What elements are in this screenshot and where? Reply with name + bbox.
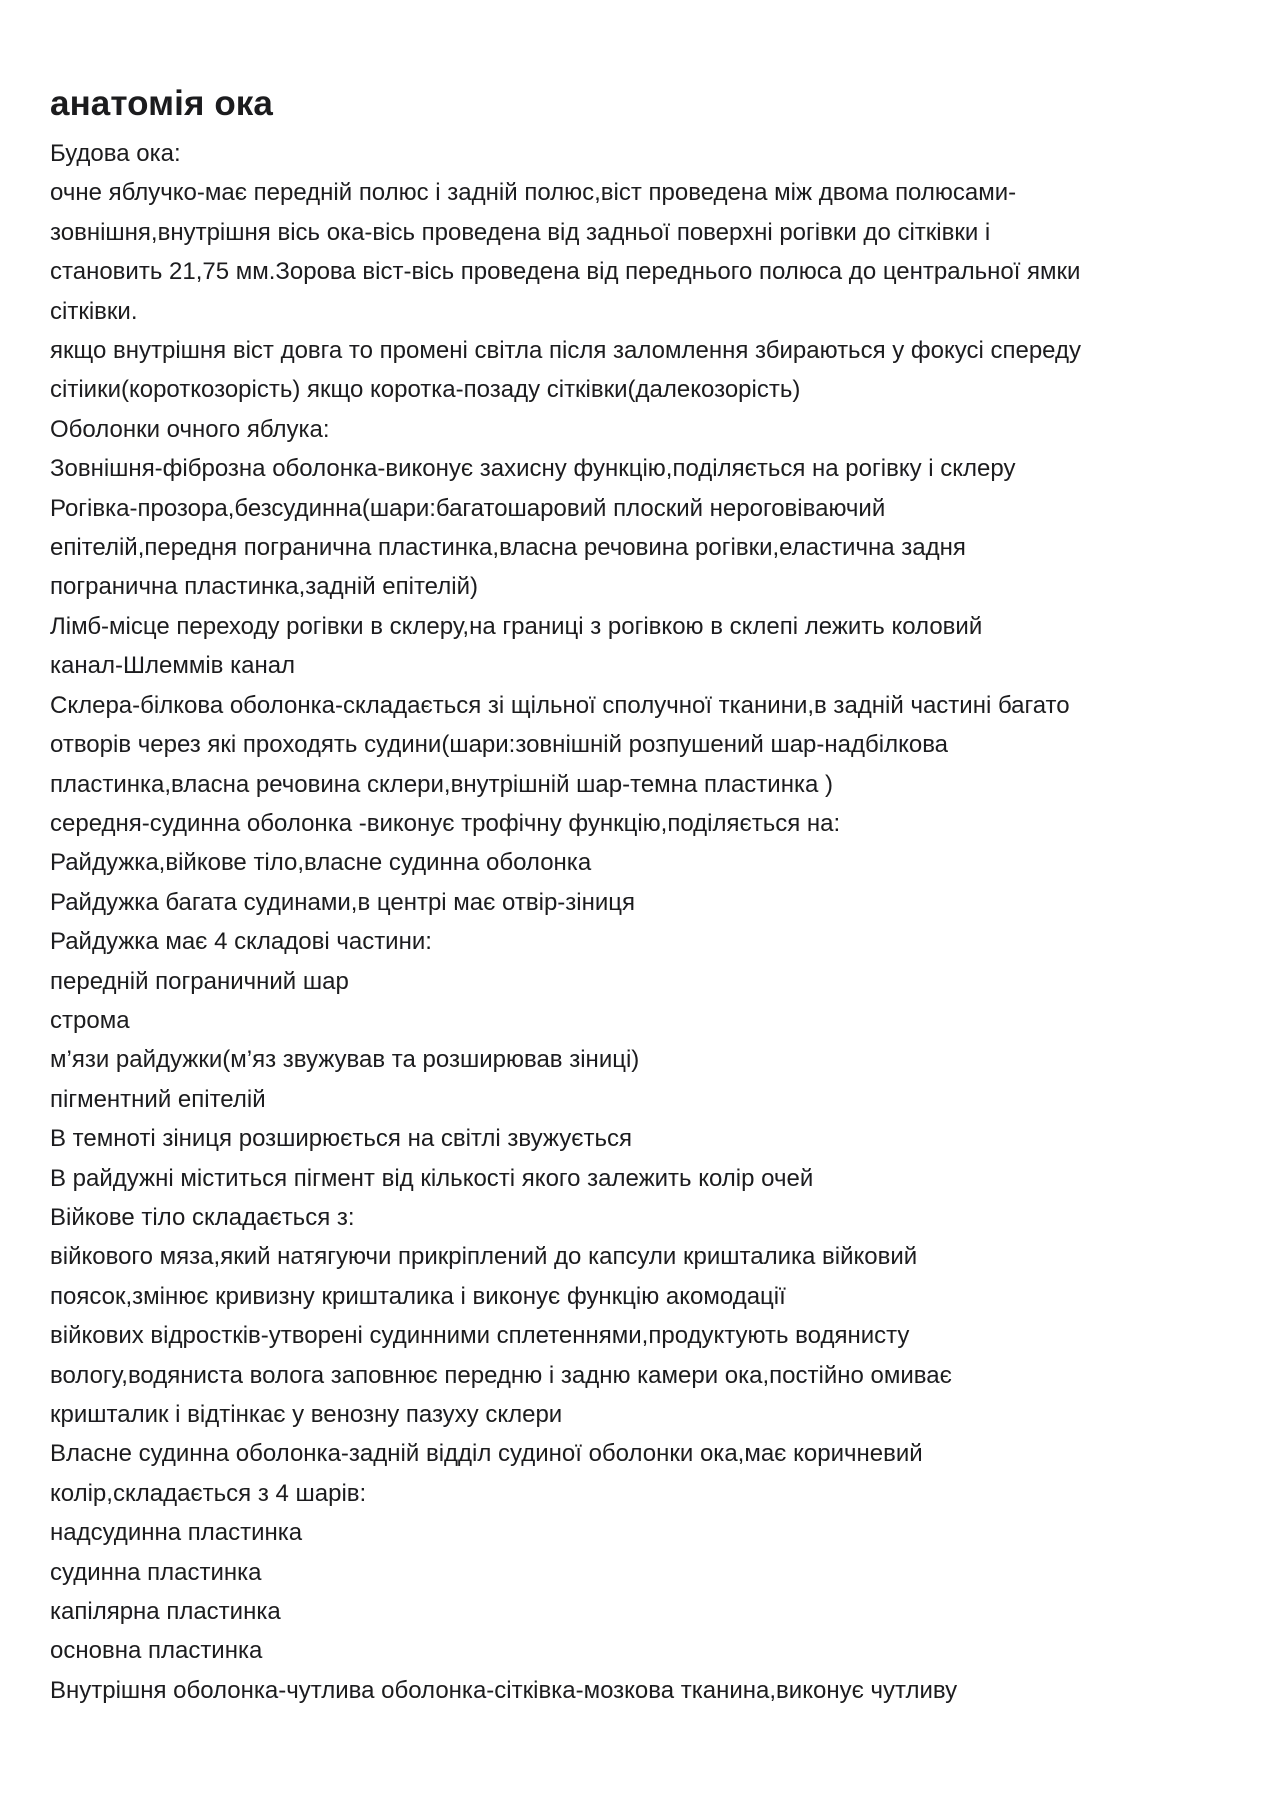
note-line: вологу,водяниста волога заповнює передню і задню камери ока,постійно омиває	[50, 1361, 952, 1389]
note-line: очне яблучко-має передній полюс і задній полюс,віст проведена між двома полюсами-	[50, 179, 1017, 207]
note-line: передній пограничний шар	[50, 967, 349, 995]
note-line: Рогівка-прозора,безсудинна(шари:багатошаровий плоский нероговіваючий	[50, 494, 886, 522]
note-line: отворів через які проходять судини(шари:зовнішній розпушений шар-надбілкова	[50, 731, 949, 759]
note-line: зовнішня,внутрішня вісь ока-вісь проведена від задньої поверхні рогівки до сітківки і	[50, 218, 991, 246]
note-line: середня-судинна оболонка -виконує трофічну функцію,поділяється на:	[50, 809, 841, 837]
note-line: війкових відростків-утворені судинними сплетеннями,продуктують водянисту	[50, 1322, 910, 1350]
note-line: Райдужка багата судинами,в центрі має отвір-зіниця	[50, 888, 636, 916]
note-line: судинна пластинка	[50, 1558, 262, 1586]
note-line: м’язи райдужки(м’яз звужував та розширював зіниці)	[50, 1046, 640, 1074]
note-line: Склера-білкова оболонка-складається зі щільної сполучної тканини,в задній частині багато	[50, 691, 1070, 719]
note-content	[50, 80, 1250, 1710]
note-line: пластинка,власна речовина склери,внутрішній шар-темна пластинка )	[50, 770, 833, 798]
note-line: В темноті зіниця розширюється на світлі звужується	[50, 1125, 632, 1153]
note-line: пігментний епітелій	[50, 1085, 266, 1113]
note-line: надсудинна пластинка	[50, 1519, 303, 1547]
note-line: колір,складається з 4 шарів:	[50, 1479, 367, 1507]
note-line: Власне судинна оболонка-задній відділ судиної оболонки ока,має коричневий	[50, 1440, 923, 1468]
note-line: Лімб-місце переходу рогівки в склеру,на границі з рогівкою в склепі лежить коловий	[50, 612, 983, 640]
note-line: строма	[50, 1006, 130, 1034]
note-line: Райдужка має 4 складові частини:	[50, 928, 432, 956]
note-line: становить 21,75 мм.Зорова віст-вісь проведена від переднього полюса до центральної ямки	[50, 258, 1081, 286]
note-line: війкового мяза,який натягуючи прикріплений до капсули кришталика війковий	[50, 1243, 918, 1271]
note-line: основна пластинка	[50, 1637, 263, 1665]
note-line: епітелій,передня погранична пластинка,власна речовина рогівки,еластична задня	[50, 534, 966, 562]
note-line: погранична пластинка,задній епітелій)	[50, 573, 478, 601]
note-line: В райдужні міститься пігмент від кількості якого залежить колір очей	[50, 1164, 814, 1192]
note-line: канал-Шлеммів канал	[50, 652, 296, 680]
note-body	[50, 134, 1250, 1710]
note-line: Внутрішня оболонка-чутлива оболонка-сітківка-мозкова тканина,виконує чутливу	[50, 1676, 958, 1704]
note-line: Райдужка,війкове тіло,власне судинна оболонка	[50, 849, 592, 877]
note-line: сітківки.	[50, 297, 138, 325]
note-title: анатомія ока	[50, 84, 273, 123]
note-line: Зовнішня-фіброзна оболонка-виконує захисну функцію,поділяється на рогівку і склеру	[50, 455, 1016, 483]
note-line: поясок,змінює кривизну кришталика і виконує функцію акомодації	[50, 1282, 786, 1310]
note-line: капілярна пластинка	[50, 1598, 281, 1626]
note-line: Будова ока:	[50, 140, 181, 167]
note-line: якщо внутрішня віст довга то промені світла після заломлення збираються у фокусі спереду	[50, 337, 1082, 365]
note-line: Оболонки очного яблука:	[50, 415, 330, 443]
note-line: кришталик і відтінкає у венозну пазуху склери	[50, 1401, 563, 1428]
note-line: Війкове тіло складається з:	[50, 1203, 355, 1231]
note-line: сітіики(короткозорість) якщо коротка-позаду сітківки(далекозорість)	[50, 376, 801, 404]
